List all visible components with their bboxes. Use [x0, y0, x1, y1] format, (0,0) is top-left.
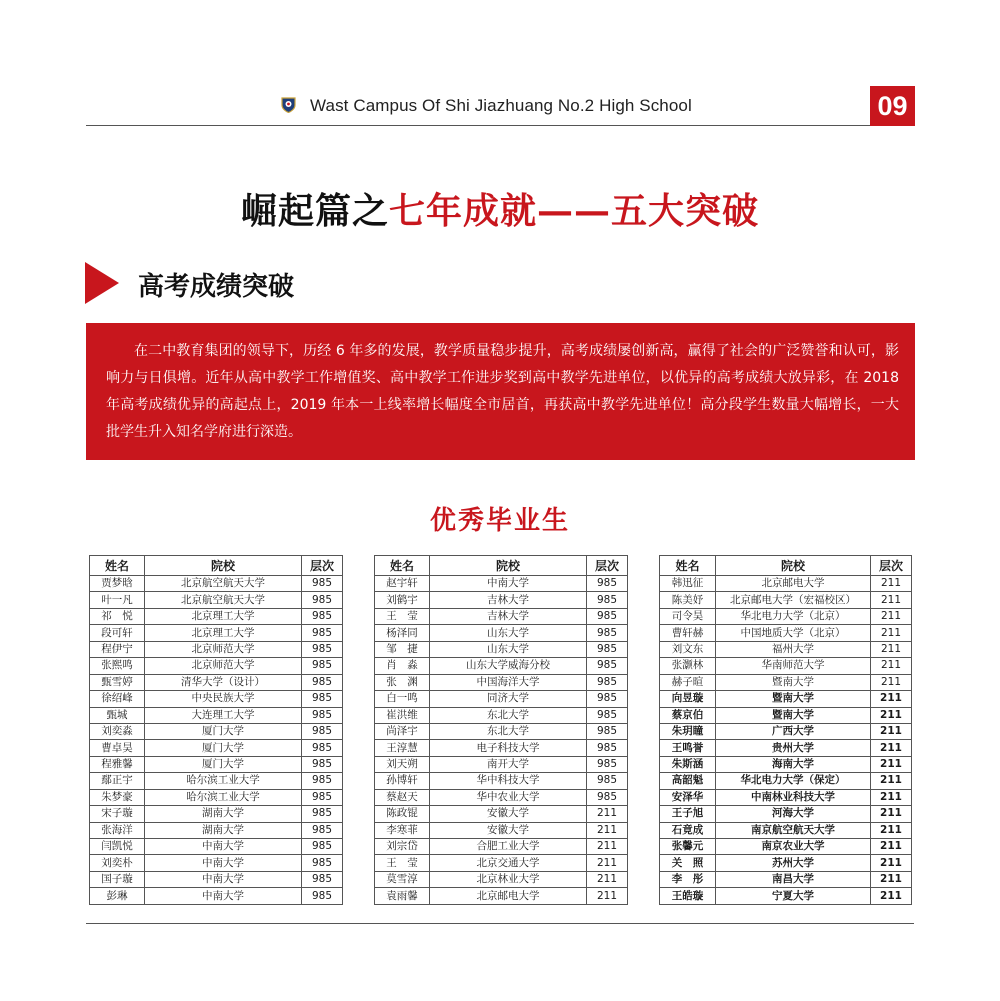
level-cell: 211 — [871, 608, 912, 624]
student-name-cell: 曹卓昊 — [90, 740, 145, 756]
level-cell: 985 — [302, 855, 343, 871]
school-cell: 中南大学 — [145, 839, 302, 855]
school-cell: 合肥工业大学 — [430, 839, 587, 855]
level-cell: 211 — [871, 691, 912, 707]
level-cell: 211 — [871, 641, 912, 657]
page-title — [0, 183, 1000, 234]
school-cell: 吉林大学 — [430, 608, 587, 624]
school-cell: 北京航空航天大学 — [145, 576, 302, 592]
school-cell: 北京理工大学 — [145, 625, 302, 641]
table-row — [660, 806, 912, 822]
level-cell: 985 — [302, 592, 343, 608]
student-name-cell: 孙博轩 — [375, 773, 430, 789]
table-row — [375, 806, 628, 822]
school-cell: 东北大学 — [430, 723, 587, 739]
student-name-cell: 杨泽同 — [375, 625, 430, 641]
student-name-cell: 王 莹 — [375, 608, 430, 624]
level-cell: 985 — [587, 789, 628, 805]
graduates-table-2 — [374, 555, 628, 905]
table-row — [90, 789, 343, 805]
table-row — [375, 658, 628, 674]
level-cell: 985 — [302, 773, 343, 789]
school-cell: 中南大学 — [145, 888, 302, 904]
table-row — [375, 740, 628, 756]
student-name-cell: 段可轩 — [90, 625, 145, 641]
school-cell: 清华大学（设计） — [145, 674, 302, 690]
school-cell: 中国地质大学（北京） — [716, 625, 871, 641]
student-name-cell: 邹 捷 — [375, 641, 430, 657]
school-cell: 暨南大学 — [716, 674, 871, 690]
level-cell: 211 — [871, 773, 912, 789]
level-cell: 211 — [587, 888, 628, 904]
school-cell: 厦门大学 — [145, 740, 302, 756]
school-cell: 吉林大学 — [430, 592, 587, 608]
col-header-level: 层次 — [587, 556, 628, 576]
school-cell: 中南大学 — [145, 855, 302, 871]
level-cell: 211 — [871, 855, 912, 871]
level-cell: 211 — [587, 806, 628, 822]
student-name-cell: 蔡赵天 — [375, 789, 430, 805]
table-row — [375, 576, 628, 592]
table-body — [375, 576, 628, 905]
school-cell: 同济大学 — [430, 691, 587, 707]
school-cell: 中央民族大学 — [145, 691, 302, 707]
student-name-cell: 赵宇轩 — [375, 576, 430, 592]
level-cell: 211 — [871, 658, 912, 674]
level-cell: 985 — [587, 740, 628, 756]
level-cell: 985 — [587, 625, 628, 641]
student-name-cell: 宋子璇 — [90, 806, 145, 822]
student-name-cell: 甄雪婷 — [90, 674, 145, 690]
table-row — [660, 871, 912, 887]
table-row — [375, 723, 628, 739]
school-cell: 北京林业大学 — [430, 871, 587, 887]
student-name-cell: 张馨元 — [660, 839, 716, 855]
col-header-name: 姓名 — [660, 556, 716, 576]
student-name-cell: 关 照 — [660, 855, 716, 871]
school-cell: 北京邮电大学 — [430, 888, 587, 904]
page-title-black-part: 崛起篇之 — [240, 190, 389, 232]
student-name-cell: 张海洋 — [90, 822, 145, 838]
table-row — [660, 658, 912, 674]
table-row — [90, 691, 343, 707]
table-row — [90, 806, 343, 822]
student-name-cell: 程雅馨 — [90, 756, 145, 772]
student-name-cell: 向昱璇 — [660, 691, 716, 707]
student-name-cell: 袁雨馨 — [375, 888, 430, 904]
student-name-cell: 甄城 — [90, 707, 145, 723]
table-row — [375, 871, 628, 887]
table-row — [375, 625, 628, 641]
school-cell: 宁夏大学 — [716, 888, 871, 904]
school-cell: 海南大学 — [716, 756, 871, 772]
table-row — [90, 723, 343, 739]
level-cell: 211 — [871, 592, 912, 608]
table-row — [375, 822, 628, 838]
school-cell: 北京师范大学 — [145, 658, 302, 674]
table-row — [660, 625, 912, 641]
table-body — [90, 576, 343, 905]
level-cell: 211 — [871, 839, 912, 855]
level-cell: 985 — [302, 691, 343, 707]
school-cell: 暨南大学 — [716, 707, 871, 723]
table-row — [660, 756, 912, 772]
school-cell: 南京农业大学 — [716, 839, 871, 855]
table-row — [375, 592, 628, 608]
table-row — [90, 773, 343, 789]
student-name-cell: 徐绍峰 — [90, 691, 145, 707]
student-name-cell: 叶一凡 — [90, 592, 145, 608]
col-header-school: 院校 — [430, 556, 587, 576]
school-cell: 北京交通大学 — [430, 855, 587, 871]
red-triangle-arrow-icon — [85, 262, 119, 304]
graduates-table-1 — [89, 555, 343, 905]
intro-box — [86, 323, 915, 460]
table-row — [375, 641, 628, 657]
table-row — [90, 625, 343, 641]
table-row — [660, 691, 912, 707]
table-row — [375, 707, 628, 723]
level-cell: 985 — [302, 740, 343, 756]
school-cell: 南昌大学 — [716, 871, 871, 887]
level-cell: 211 — [871, 871, 912, 887]
level-cell: 211 — [871, 756, 912, 772]
table-row — [375, 756, 628, 772]
table-row — [375, 773, 628, 789]
level-cell: 211 — [587, 839, 628, 855]
school-badge-icon — [281, 97, 296, 113]
table-row — [90, 576, 343, 592]
student-name-cell: 石竟成 — [660, 822, 716, 838]
level-cell: 985 — [302, 822, 343, 838]
table-row — [90, 658, 343, 674]
school-cell: 电子科技大学 — [430, 740, 587, 756]
level-cell: 985 — [302, 871, 343, 887]
table-row — [660, 839, 912, 855]
student-name-cell: 张灏林 — [660, 658, 716, 674]
level-cell: 985 — [302, 839, 343, 855]
student-name-cell: 陈美妤 — [660, 592, 716, 608]
level-cell: 985 — [587, 658, 628, 674]
school-cell: 山东大学 — [430, 625, 587, 641]
school-cell: 华北电力大学（北京） — [716, 608, 871, 624]
level-cell: 985 — [587, 674, 628, 690]
level-cell: 985 — [587, 707, 628, 723]
table-row — [90, 608, 343, 624]
page-number: 09 — [870, 86, 915, 126]
table-row — [660, 674, 912, 690]
student-name-cell: 国子璇 — [90, 871, 145, 887]
school-cell: 北京邮电大学（宏福校区） — [716, 592, 871, 608]
student-name-cell: 王 莹 — [375, 855, 430, 871]
student-name-cell: 闫凯悦 — [90, 839, 145, 855]
table-row — [660, 789, 912, 805]
student-name-cell: 肖 淼 — [375, 658, 430, 674]
table-row — [660, 723, 912, 739]
col-header-level: 层次 — [302, 556, 343, 576]
school-cell: 北京师范大学 — [145, 641, 302, 657]
table-row — [90, 839, 343, 855]
level-cell: 211 — [871, 707, 912, 723]
level-cell: 985 — [587, 723, 628, 739]
level-cell: 985 — [587, 756, 628, 772]
table-row — [90, 756, 343, 772]
school-cell: 广西大学 — [716, 723, 871, 739]
table-body — [660, 576, 912, 905]
table-row — [90, 592, 343, 608]
level-cell: 985 — [587, 641, 628, 657]
school-cell: 湖南大学 — [145, 822, 302, 838]
level-cell: 985 — [302, 625, 343, 641]
student-name-cell: 刘奕淼 — [90, 723, 145, 739]
level-cell: 985 — [302, 576, 343, 592]
table-row — [375, 691, 628, 707]
level-cell: 985 — [302, 756, 343, 772]
level-cell: 985 — [302, 888, 343, 904]
level-cell: 985 — [302, 641, 343, 657]
student-name-cell: 朱斯涵 — [660, 756, 716, 772]
student-name-cell: 高韶魁 — [660, 773, 716, 789]
student-name-cell: 韩迅征 — [660, 576, 716, 592]
page-title-red-part: 七年成就——五大突破 — [389, 190, 760, 232]
school-cell: 华中科技大学 — [430, 773, 587, 789]
table-row — [660, 707, 912, 723]
table-row — [660, 740, 912, 756]
school-name: Wast Campus Of Shi Jiazhuang No.2 High School — [310, 96, 692, 115]
student-name-cell: 朱玥瞳 — [660, 723, 716, 739]
student-name-cell: 赫子暄 — [660, 674, 716, 690]
school-cell: 哈尔滨工业大学 — [145, 789, 302, 805]
school-cell: 苏州大学 — [716, 855, 871, 871]
table-row — [660, 641, 912, 657]
footer-divider — [86, 923, 914, 924]
school-cell: 中南大学 — [430, 576, 587, 592]
school-cell: 北京邮电大学 — [716, 576, 871, 592]
level-cell: 211 — [871, 806, 912, 822]
student-name-cell: 李 彤 — [660, 871, 716, 887]
school-cell: 大连理工大学 — [145, 707, 302, 723]
level-cell: 985 — [302, 674, 343, 690]
student-name-cell: 李寒菲 — [375, 822, 430, 838]
header-divider — [86, 125, 914, 126]
level-cell: 211 — [871, 674, 912, 690]
level-cell: 211 — [587, 871, 628, 887]
table-row — [90, 707, 343, 723]
level-cell: 211 — [871, 723, 912, 739]
level-cell: 211 — [871, 740, 912, 756]
student-name-cell: 王鸣誉 — [660, 740, 716, 756]
student-name-cell: 彭琳 — [90, 888, 145, 904]
school-cell: 贵州大学 — [716, 740, 871, 756]
school-cell: 暨南大学 — [716, 691, 871, 707]
level-cell: 985 — [302, 789, 343, 805]
school-cell: 山东大学威海分校 — [430, 658, 587, 674]
school-cell: 南开大学 — [430, 756, 587, 772]
level-cell: 985 — [587, 773, 628, 789]
student-name-cell: 曹轩赫 — [660, 625, 716, 641]
col-header-level: 层次 — [871, 556, 912, 576]
table-row — [660, 576, 912, 592]
school-cell: 厦门大学 — [145, 723, 302, 739]
student-name-cell: 王皓璇 — [660, 888, 716, 904]
school-cell: 湖南大学 — [145, 806, 302, 822]
student-name-cell: 刘奕朴 — [90, 855, 145, 871]
level-cell: 211 — [871, 576, 912, 592]
table-row — [375, 674, 628, 690]
level-cell: 985 — [587, 576, 628, 592]
table-row — [375, 888, 628, 904]
student-name-cell: 刘文东 — [660, 641, 716, 657]
student-name-cell: 王子旭 — [660, 806, 716, 822]
school-cell: 中国海洋大学 — [430, 674, 587, 690]
table-row — [660, 608, 912, 624]
student-name-cell: 祁 悦 — [90, 608, 145, 624]
level-cell: 985 — [587, 691, 628, 707]
school-cell: 南京航空航天大学 — [716, 822, 871, 838]
school-cell: 东北大学 — [430, 707, 587, 723]
table-row — [375, 608, 628, 624]
school-cell: 华北电力大学（保定） — [716, 773, 871, 789]
intro-paragraph: 在二中教育集团的领导下，历经 6 年多的发展，教学质量稳步提升，高考成绩屡创新高，赢得了社会的广泛赞誉和认可，影响力与日俱增。近年从高中教学工作增值奖、高中教学工作进步奖到高中教学先进单位，以优异的高考成绩大放异彩，在 2018 年高考成绩优异的高起点上，2019 年本一上线率增长幅度全市居首，再获高中教学先进单位！高分段学生数量大幅增长，一大批学生升入知名学府进行深造。 — [106, 343, 899, 440]
table-row — [660, 592, 912, 608]
level-cell: 985 — [302, 658, 343, 674]
student-name-cell: 张熙鸣 — [90, 658, 145, 674]
col-header-name: 姓名 — [90, 556, 145, 576]
col-header-school: 院校 — [716, 556, 871, 576]
graduates-title: 优秀毕业生 — [429, 506, 570, 536]
table-row — [90, 674, 343, 690]
student-name-cell: 白一鸣 — [375, 691, 430, 707]
graduates-table-3 — [659, 555, 912, 905]
section-title: 高考成绩突破 — [138, 272, 295, 302]
table-row — [90, 871, 343, 887]
student-name-cell: 刘宗岱 — [375, 839, 430, 855]
table-row — [90, 740, 343, 756]
school-cell: 北京理工大学 — [145, 608, 302, 624]
student-name-cell: 刘天朔 — [375, 756, 430, 772]
table-row — [90, 641, 343, 657]
student-name-cell: 尚泽宇 — [375, 723, 430, 739]
table-row — [375, 789, 628, 805]
student-name-cell: 蔡京伯 — [660, 707, 716, 723]
level-cell: 211 — [871, 822, 912, 838]
table-row — [90, 855, 343, 871]
school-cell: 北京航空航天大学 — [145, 592, 302, 608]
col-header-name: 姓名 — [375, 556, 430, 576]
student-name-cell: 张 渊 — [375, 674, 430, 690]
level-cell: 211 — [587, 822, 628, 838]
col-header-school: 院校 — [145, 556, 302, 576]
student-name-cell: 刘鹤宇 — [375, 592, 430, 608]
school-cell: 安徽大学 — [430, 822, 587, 838]
school-cell: 华南师范大学 — [716, 658, 871, 674]
level-cell: 985 — [587, 608, 628, 624]
table-row — [375, 855, 628, 871]
student-name-cell: 程伊宁 — [90, 641, 145, 657]
table-row — [90, 822, 343, 838]
school-cell: 中南大学 — [145, 871, 302, 887]
level-cell: 211 — [871, 789, 912, 805]
level-cell: 211 — [871, 888, 912, 904]
school-cell: 哈尔滨工业大学 — [145, 773, 302, 789]
student-name-cell: 鄢正宇 — [90, 773, 145, 789]
student-name-cell: 莫雪淳 — [375, 871, 430, 887]
level-cell: 211 — [871, 625, 912, 641]
table-row — [660, 773, 912, 789]
level-cell: 985 — [302, 707, 343, 723]
school-cell: 厦门大学 — [145, 756, 302, 772]
table-row — [90, 888, 343, 904]
student-name-cell: 司令昊 — [660, 608, 716, 624]
student-name-cell: 王淳慧 — [375, 740, 430, 756]
school-cell: 华中农业大学 — [430, 789, 587, 805]
school-cell: 河海大学 — [716, 806, 871, 822]
school-cell: 中南林业科技大学 — [716, 789, 871, 805]
level-cell: 985 — [302, 806, 343, 822]
level-cell: 211 — [587, 855, 628, 871]
level-cell: 985 — [587, 592, 628, 608]
table-row — [375, 839, 628, 855]
school-cell: 山东大学 — [430, 641, 587, 657]
student-name-cell: 安泽华 — [660, 789, 716, 805]
student-name-cell: 陈政锟 — [375, 806, 430, 822]
student-name-cell: 朱梦豪 — [90, 789, 145, 805]
level-cell: 985 — [302, 723, 343, 739]
school-cell: 安徽大学 — [430, 806, 587, 822]
student-name-cell: 贾梦晗 — [90, 576, 145, 592]
table-row — [660, 855, 912, 871]
table-row — [660, 822, 912, 838]
student-name-cell: 崔洪维 — [375, 707, 430, 723]
school-cell: 福州大学 — [716, 641, 871, 657]
table-row — [660, 888, 912, 904]
level-cell: 985 — [302, 608, 343, 624]
